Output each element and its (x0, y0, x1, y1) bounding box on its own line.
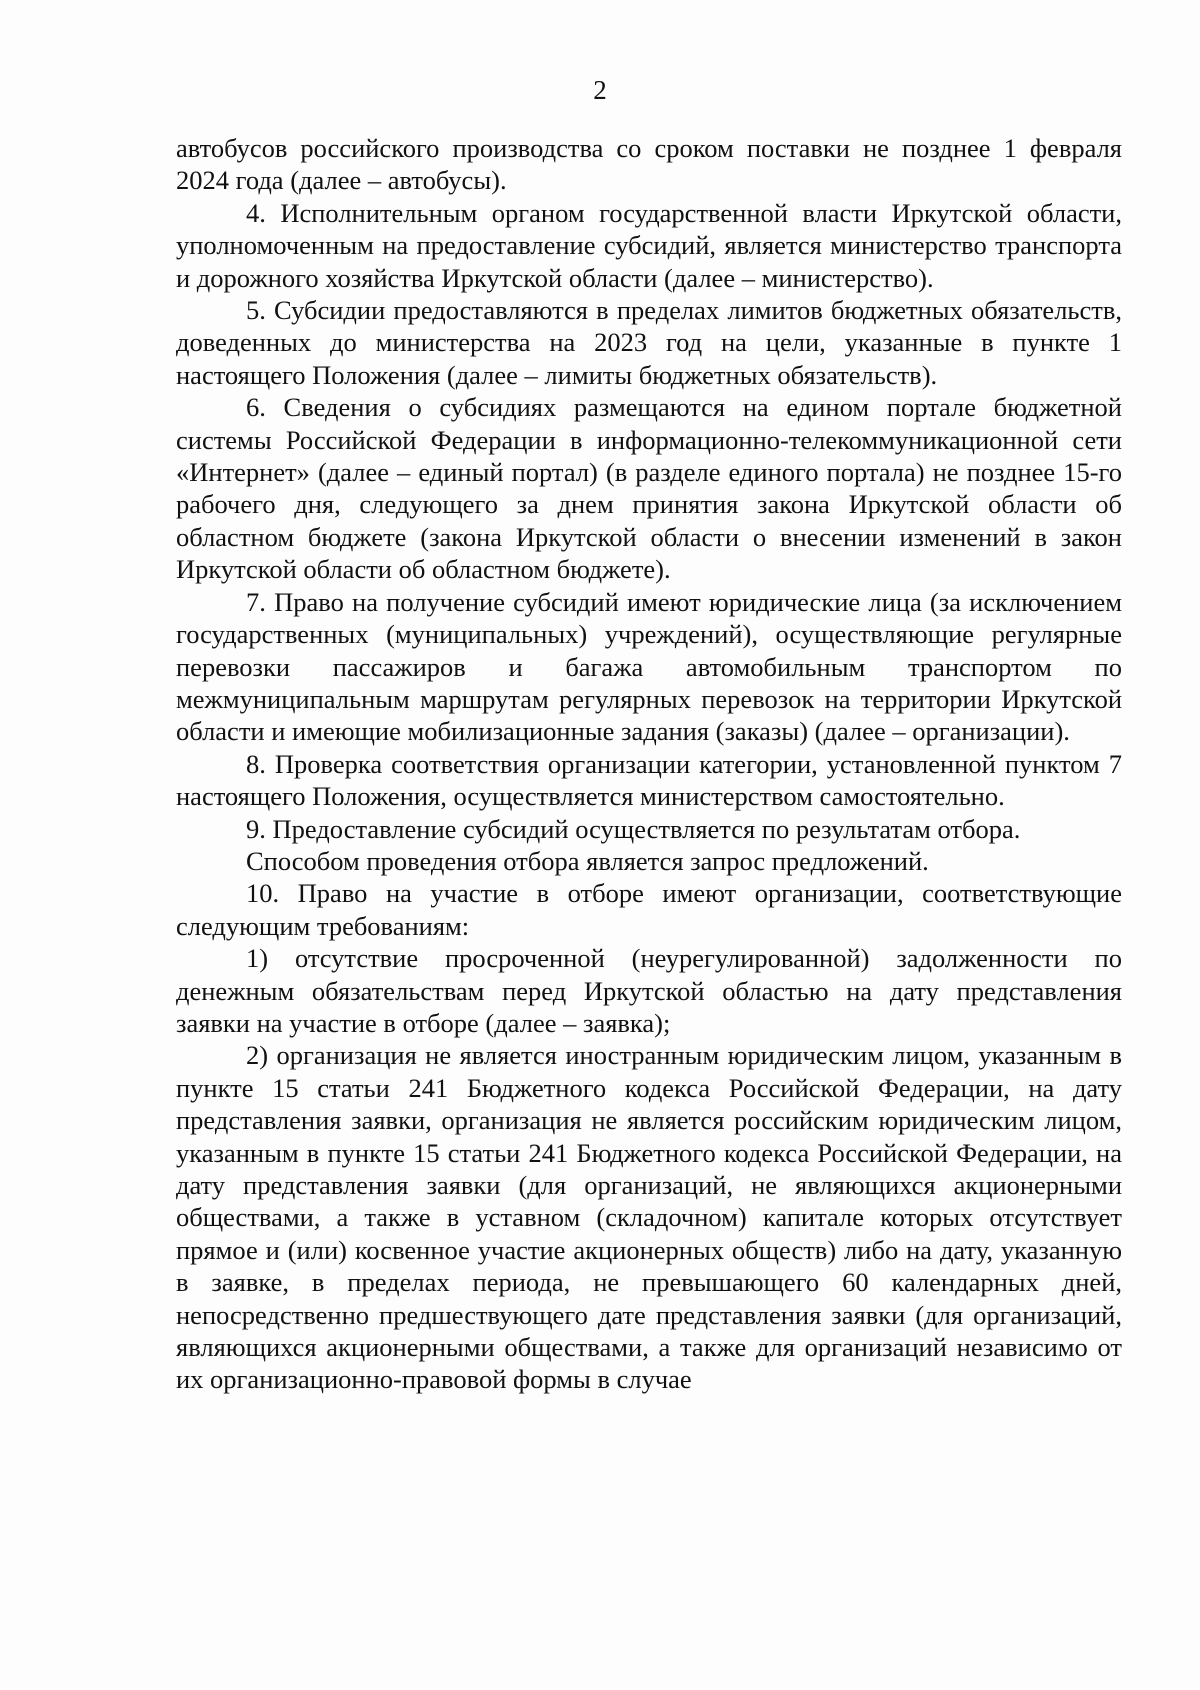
paragraph-item-10: 10. Право на участие в отборе имеют организации, соответствующие следующим требованиям: (176, 878, 1122, 941)
paragraph-continuation: автобусов российского производства со сроком поставки не позднее 1 февраля 2024 года (далее – автобусы). (176, 133, 1122, 196)
paragraph-item-9: 9. Предоставление субсидий осуществляется по результатам отбора. (246, 813, 1021, 844)
paragraph-selection-method: Способом проведения отбора является запрос предложений. (246, 845, 929, 876)
paragraph-subitem-2: 2) организация не является иностранным юридическим лицом, указанным в пункте 15 статьи 241 Бюджетного кодекса Российской Федерации, на дату представления заявки, организация не является российским юридическим лицом, указанным в пункте 15 статьи 241 Бюджетного кодекса Российской Федерации, на дату представления заявки (для организаций, не являющихся акционерными обществами, а также в уставном (складочном) капитале которых отсутствует прямое и (или) косвенное участие акционерных обществ) либо на дату, указанную в заявке, в пределах периода, не превышающего 60 календарных дней, непосредственно предшествующего дате представления заявки (для организаций, являющихся акционерными обществами, а также для организаций независимо от их организационно-правовой формы в случае (176, 1040, 1122, 1395)
paragraph-item-6: 6. Сведения о субсидиях размещаются на едином портале бюджетной системы Российской Федерации в информационно-телекоммуникационной сети «Интернет» (далее – единый портал) (в разделе единого портала) не позднее 15-го рабочего дня, следующего за днем принятия закона Иркутской области об областном бюджете (закона Иркутской области о внесении изменений в закон Иркутской области об областном бюджете). (176, 392, 1122, 585)
paragraph-subitem-1: 1) отсутствие просроченной (неурегулированной) задолженности по денежным обязательствам перед Иркутской областью на дату представления заявки на участие в отборе (далее – заявка); (176, 943, 1122, 1038)
paragraph-item-7: 7. Право на получение субсидий имеют юридические лица (за исключением государственных (муниципальных) учреждений), осуществляющие регулярные перевозки пассажиров и багажа автомобильным транспортом по межмуниципальным маршрутам регулярных перевозок на территории Иркутской области и имеющие мобилизационные задания (заказы) (далее – организации). (176, 586, 1122, 747)
document-body (176, 132, 1122, 1396)
paragraph-item-4: 4. Исполнительным органом государственной власти Иркутской области, уполномоченным на предоставление субсидий, является министерство транспорта и дорожного хозяйства Иркутской области (далее – министерство). (176, 197, 1122, 293)
page-number: 2 (593, 75, 607, 105)
paragraph-item-8: 8. Проверка соответствия организации категории, установленной пунктом 7 настоящего Положения, осуществляется министерством самостоятельно. (176, 748, 1122, 812)
paragraph-item-5: 5. Субсидии предоставляются в пределах лимитов бюджетных обязательств, доведенных до министерства на 2023 год на цели, указанные в пункте 1 настоящего Положения (далее – лимиты бюджетных обязательств). (176, 295, 1122, 390)
